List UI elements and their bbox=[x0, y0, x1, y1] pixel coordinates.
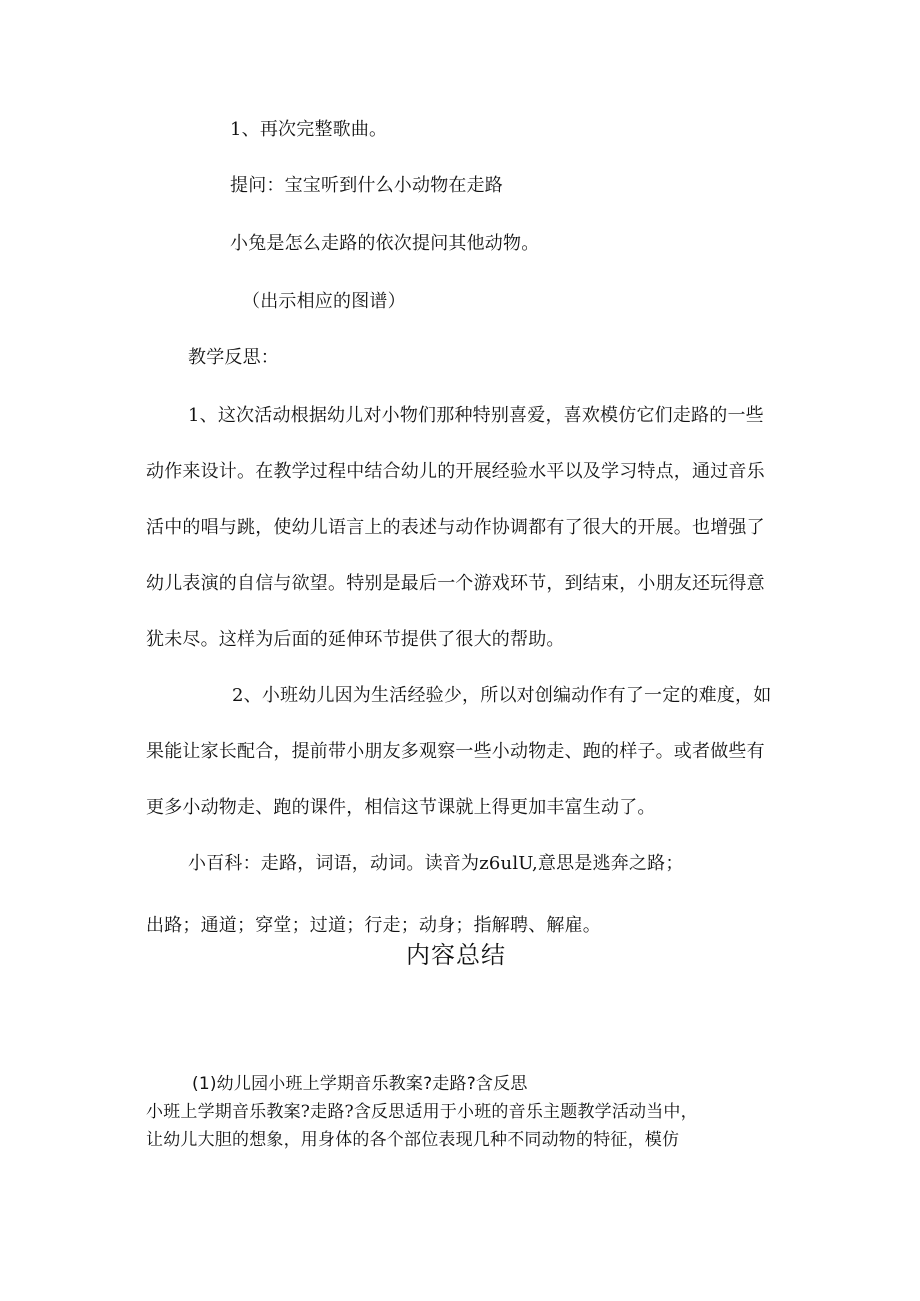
reflection-p2-line: 果能让家长配合，提前带小朋友多观察一些小动物走、跑的样子。或者做些有 bbox=[146, 741, 765, 762]
summary-desc-line: 小班上学期音乐教案?走路?含反思适用于小班的音乐主题教学活动当中， bbox=[146, 1102, 698, 1122]
reflection-p1-line: 1、这次活动根据幼儿对小物们那种特别喜爱，喜欢模仿它们走路的一些 bbox=[188, 405, 764, 426]
reflection-p2-line: 2、小班幼儿因为生活经验少，所以对创编动作有了一定的难度，如 bbox=[232, 685, 772, 706]
summary-desc-line: 让幼儿大胆的想象，用身体的各个部位表现几种不同动物的特征，模仿 bbox=[146, 1130, 680, 1150]
reflection-p2-line: 更多小动物走、跑的课件，相信这节课就上得更加丰富生动了。 bbox=[146, 797, 656, 818]
reflection-p1-line: 活中的唱与跳，使幼儿语言上的表述与动作协调都有了很大的开展。也增强了 bbox=[146, 517, 765, 538]
reflection-p1-line: 幼儿表演的自信与欲望。特别是最后一个游戏环节，到结束，小朋友还玩得意 bbox=[146, 573, 765, 594]
summary-item: (1)幼儿园小班上学期音乐教案?走路?含反思 bbox=[192, 1074, 528, 1094]
encyclopedia-line-2: 出路；通道；穿堂；过道；行走；动身；指解聘、解雇。 bbox=[146, 915, 601, 936]
reflection-p1-line: 犹未尽。这样为后面的延伸环节提供了很大的帮助。 bbox=[146, 629, 565, 650]
question-2-text: 小兔是怎么走路的依次提问其他动物。 bbox=[230, 233, 540, 254]
step-1-text: 1、再次完整歌曲。 bbox=[230, 119, 388, 140]
summary-title: 内容总结 bbox=[406, 941, 506, 969]
question-1-text: 提问：宝宝听到什么小动物在走路 bbox=[230, 175, 503, 196]
encyclopedia-line-1: 小百科：走路，词语，动词。读音为z6ulU,意思是逃奔之路； bbox=[188, 853, 684, 874]
reflection-heading: 教学反思： bbox=[188, 347, 279, 368]
chart-note-text: （出示相应的图谱） bbox=[242, 291, 406, 312]
reflection-p1-line: 动作来设计。在教学过程中结合幼儿的开展经验水平以及学习特点，通过音乐 bbox=[146, 461, 765, 482]
